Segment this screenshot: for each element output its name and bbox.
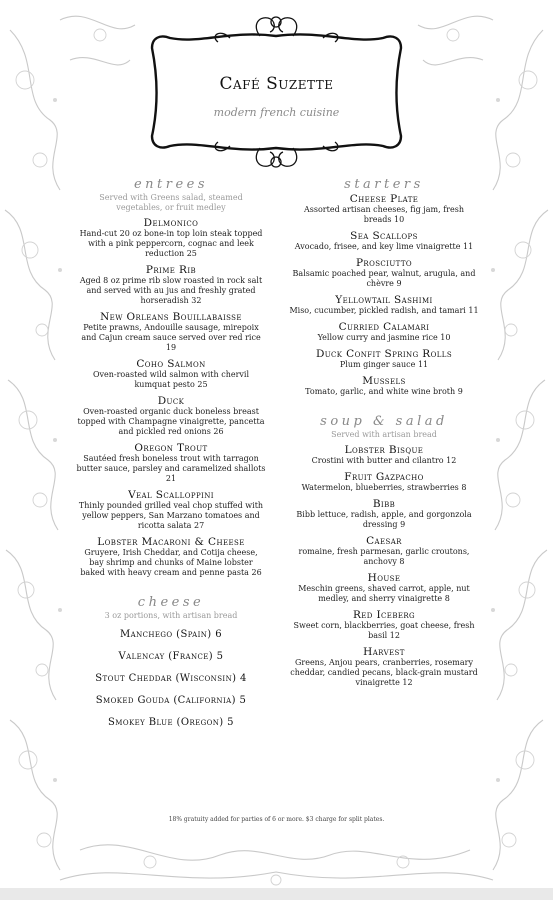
menu-item-name: Delmonico	[143, 217, 199, 229]
menu-item-description: Hand-cut 20 oz bone-in top loin steak topped with a pink peppercorn, cognac and leek reduction 25	[79, 229, 263, 258]
menu-item	[289, 257, 479, 289]
footer-note: 18% gratuity added for parties of 6 or more. $3 charge for split plates.	[168, 816, 385, 823]
cheese-item: Valencay (France) 5	[118, 651, 224, 662]
menu-item-description: Miso, cucumber, pickled radish, and tamari 11	[289, 306, 479, 315]
menu-item	[289, 498, 479, 530]
menu-item	[76, 489, 266, 531]
cheese-item: Smokey Blue (Oregon) 5	[108, 717, 234, 728]
menu-item-description: Bibb lettuce, radish, apple, and gorgonzola dressing 9	[296, 510, 472, 529]
menu-item-name: Fruit Gazpacho	[344, 471, 424, 483]
menu-item-description: Assorted artisan cheeses, fig jam, fresh breads 10	[303, 205, 464, 224]
menu-item	[289, 471, 479, 493]
menu-item	[76, 311, 266, 353]
starters-heading: starters	[344, 177, 424, 192]
menu-item	[76, 264, 266, 306]
menu-item-name: Curried Calamari	[338, 321, 430, 333]
menu-item-description: Oven-roasted organic duck boneless breast topped with Champagne vinaigrette, pancetta and pickled red onions 26	[77, 407, 265, 436]
menu-item-name: Prosciutto	[355, 257, 413, 269]
menu-item-description: Oven-roasted wild salmon with chervil kumquat pesto 25	[92, 370, 250, 389]
cheese-item: Manchego (Spain) 6	[120, 629, 222, 640]
menu-item-description: Tomato, garlic, and white wine broth 9	[305, 387, 463, 396]
menu-item-description: Avocado, frisee, and key lime vinaigrette 11	[294, 242, 474, 251]
menu-item-name: Mussels	[362, 375, 406, 387]
menu-item-name: Lobster Macaroni & Cheese	[97, 536, 245, 548]
menu-item-description: Greens, Anjou pears, cranberries, rosemary cheddar, candied pecans, black-grain mustard vinaigrette 12	[290, 658, 478, 687]
cheese-item: Stout Cheddar (Wisconsin) 4	[95, 673, 247, 684]
menu-item-description: Watermelon, blueberries, strawberries 8	[301, 483, 467, 492]
menu-item-name: Lobster Bisque	[344, 444, 424, 456]
menu-item-description: Yellow curry and jasmine rice 10	[317, 333, 451, 342]
menu-item	[76, 395, 266, 437]
menu-item-name: Harvest	[363, 646, 405, 658]
menu-item	[289, 444, 479, 466]
menu-item-name: Duck Confit Spring Rolls	[315, 348, 453, 360]
menu-item	[289, 646, 479, 688]
menu-item-description: Balsamic poached pear, walnut, arugula, and chèvre 9	[292, 269, 476, 288]
menu-item	[289, 375, 479, 397]
menu-item-name: Oregon Trout	[134, 442, 208, 454]
menu-item-description: Aged 8 oz prime rib slow roasted in rock salt and served with au jus and freshly grated horseradish 32	[79, 276, 263, 305]
menu-item-description: Thinly pounded grilled veal chop stuffed with yellow peppers, San Marzano tomatoes and ricotta salata 27	[78, 501, 264, 530]
soup-salad-note: Served with artisan bread	[331, 430, 437, 439]
menu-item	[289, 230, 479, 252]
menu-item	[76, 358, 266, 390]
cheese-item: Smoked Gouda (California) 5	[95, 695, 247, 706]
menu-item	[289, 572, 479, 604]
menu-item-description: Petite prawns, Andouille sausage, mirepoix and Cajun cream sauce served over red rice 19	[81, 323, 261, 352]
menu-item-description: Meschin greens, shaved carrot, apple, nut medley, and sherry vinaigrette 8	[298, 584, 470, 603]
menu-item-name: Coho Salmon	[136, 358, 206, 370]
menu-item-name: Veal Scalloppini	[128, 489, 214, 501]
menu-item-name: Red Iceberg	[352, 609, 416, 621]
menu-item	[76, 217, 266, 259]
menu-item-name: Prime Rib	[145, 264, 197, 276]
menu-item-name: House	[367, 572, 401, 584]
menu-item	[76, 536, 266, 578]
right-column	[289, 177, 479, 693]
restaurant-title: Café Suzette	[219, 74, 334, 94]
cheese-note: 3 oz portions, with artisan bread	[104, 611, 238, 620]
menu-item-name: Sea Scallops	[350, 230, 418, 242]
menu-item-name: Caesar	[366, 535, 402, 547]
menu-item	[289, 609, 479, 641]
menu-item	[289, 321, 479, 343]
menu-item	[289, 193, 479, 225]
entrees-heading: entrees	[133, 177, 209, 192]
menu-item	[289, 348, 479, 370]
menu-item	[289, 535, 479, 567]
restaurant-subtitle: modern french cuisine	[213, 106, 340, 119]
bottom-strip	[0, 888, 553, 900]
menu-item-description: Plum ginger sauce 11	[339, 360, 429, 369]
menu-item-name: Cheese Plate	[349, 193, 419, 205]
menu-item-description: Sautéed fresh boneless trout with tarragon butter sauce, parsley and caramelized shallots 21	[76, 454, 266, 483]
menu-item-name: Bibb	[372, 498, 396, 510]
menu-item-description: romaine, fresh parmesan, garlic croutons, anchovy 8	[298, 547, 470, 566]
left-column	[76, 177, 266, 739]
menu-item-description: Sweet corn, blackberries, goat cheese, fresh basil 12	[293, 621, 475, 640]
menu-item	[76, 442, 266, 484]
cheese-heading: cheese	[137, 595, 205, 610]
menu-item-name: New Orleans Bouillabaisse	[100, 311, 242, 323]
menu-item-name: Duck	[157, 395, 185, 407]
menu-item-description: Gruyere, Irish Cheddar, and Cotija cheese, bay shrimp and chunks of Maine lobster baked with heavy cream and penne pasta 26	[80, 548, 262, 577]
entrees-note: Served with Greens salad, steamed vegetables, or fruit medley	[99, 193, 243, 212]
soup-salad-heading: soup & salad	[320, 414, 448, 429]
menu-item	[289, 294, 479, 316]
menu-item-description: Crostini with butter and cilantro 12	[311, 456, 457, 465]
menu-item-name: Yellowtail Sashimi	[335, 294, 433, 306]
